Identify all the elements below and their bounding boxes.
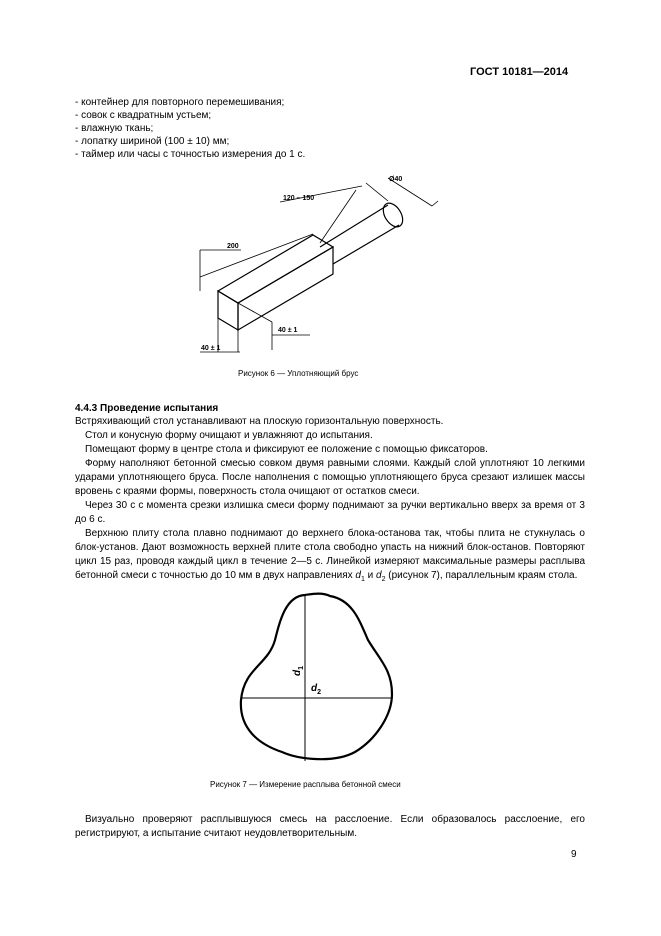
- figure-7-caption: Рисунок 7 — Измерение расплыва бетонной смеси: [210, 780, 401, 789]
- dim-block-length: 200: [227, 243, 239, 250]
- document-code: ГОСТ 10181—2014: [470, 66, 569, 78]
- paragraph: Помещают форму в центре стола и фиксируют ее положение с помощью фиксаторов.: [85, 444, 488, 455]
- list-item: - влажную ткань;: [75, 123, 154, 134]
- paragraph: Через 30 с с момента срезки излишка смеси форму поднимают за ручки вертикально вверх за время от 3 до 6 с.: [75, 500, 585, 525]
- list-item: - совок с квадратным устьем;: [75, 110, 212, 121]
- label-d1: [292, 666, 305, 676]
- paragraph-text: и: [364, 570, 377, 581]
- label-d1-sub: 1: [298, 665, 305, 670]
- symbol-d1: d: [355, 570, 361, 581]
- paragraph-text: Верхнюю плиту стола плавно поднимают до верхнего блока-останова так, чтобы плита не стукнулась о блок-установ. Дают возможность верхней плите стола свободно упасть на нижний блок-останов. Повторяют цикл 15 раз, проводя каждый цикл в течение 2—5 с. Линейкой измеряют максимальные размеры расплыва бетонной смеси с точностью до 10 мм в двух направлениях: [75, 528, 585, 581]
- symbol-d2-sub: 2: [381, 576, 386, 583]
- spread-outline: [241, 594, 392, 760]
- label-d2-sub: 2: [317, 689, 322, 696]
- label-d2: [311, 683, 321, 696]
- dim-block-height: 40 ± 1: [278, 327, 298, 334]
- list-item: - таймер или часы с точностью измерения до 1 с.: [75, 149, 306, 160]
- paragraph-text: (рисунок 7), параллельным краям стола.: [385, 570, 578, 581]
- list-item: - лопатку шириной (100 ± 10) мм;: [75, 136, 230, 147]
- label-d2-letter: d: [311, 683, 318, 694]
- symbol-d1-sub: 1: [360, 576, 365, 583]
- paragraph: Встряхивающий стол устанавливают на плоскую горизонтальную поверхность.: [75, 416, 444, 427]
- dim-handle-diameter: Ø40: [389, 176, 403, 183]
- label-d1-letter: d: [292, 669, 303, 676]
- section-title: 4.4.3 Проведение испытания: [75, 403, 219, 414]
- paragraph: Стол и конусную форму очищают и увлажняют до испытания.: [85, 430, 373, 441]
- figure-6-caption: Рисунок 6 — Уплотняющий брус: [238, 369, 359, 378]
- list-item: - контейнер для повторного перемешивания;: [75, 97, 285, 108]
- dim-block-width: 40 ± 1: [201, 345, 221, 352]
- paragraph: Форму наполняют бетонной смесью совком двумя равными слоями. Каждый слой уплотняют 10 легкими ударами уплотняющего бруса. После наполнения с помощью уплотняющего бруса срезают излишек массы вровень с краями формы, поверхность стола очищают от остатков смеси.: [75, 458, 585, 497]
- closing-paragraph: Визуально проверяют расплывшуюся смесь на расслоение. Если образовалось расслоение, его регистрируют, а испытание считают неудовлетворительным.: [75, 814, 585, 839]
- symbol-d2: d: [376, 570, 382, 581]
- page-number: 9: [571, 849, 577, 860]
- dim-handle-length: 120 – 150: [283, 195, 315, 202]
